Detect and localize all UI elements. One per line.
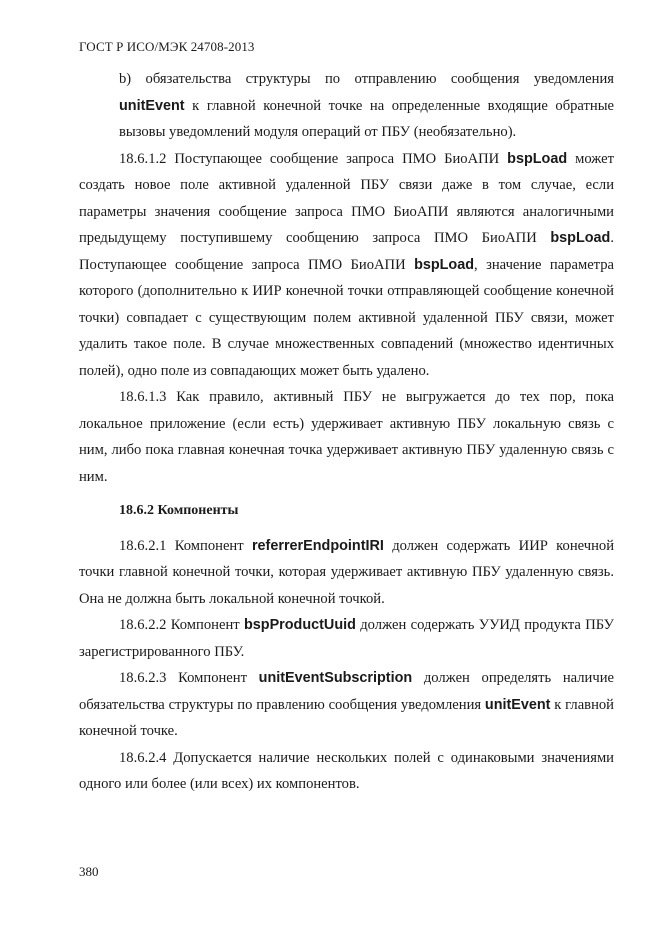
paragraph-18-6-2-3 [79,665,614,745]
code-term: bspLoad [550,230,611,246]
text-run: , значение параметра которого (дополнительно к ИИР конечной точки отправляющей сообщение конечной точки) совпадает с существующим полем активной удаленной ПБУ связи, может удалить такое поле. В случае множественных совпадений (множество идентичных полей), одно поле из совпадающих может быть удалено. [79,256,615,379]
text-run: должен содержать УУИД продукта ПБУ зарегистрированного ПБУ. [79,617,614,660]
code-term: unitEventSubscription [258,670,413,686]
text-run: 18.6.2.3 Компонент [119,670,259,686]
text-run: . Поступающее сообщение запроса ПМО БиоАПИ [79,230,614,273]
section-heading: 18.6.2 Компоненты [119,503,239,518]
text-run: может создать новое поле активной удаленной ПБУ связи даже в том случае, если параметры значения сообщение запроса ПМО БиоАПИ являются аналогичными предыдущему поступившему сообщению запроса ПМО БиоАПИ [79,150,614,246]
paragraph-list-item-b [79,66,614,146]
paragraph-18-6-1-2 [79,146,614,385]
text-run: к главной конечной точке на определенные входящие обратные вызовы уведомлений модуля операций от ПБУ (необязательно). [119,97,614,140]
text-run: 18.6.2.2 Компонент [119,617,244,633]
text-run: должен определять наличие обязательства структуры по правлению сообщения уведомления [79,670,614,713]
paragraph-18-6-2-4 [79,745,614,798]
text-run: 18.6.2.1 Компонент [119,537,252,554]
text-run: 18.6.2.4 Допускается наличие нескольких полей с одинаковыми значениями одного или более (или всех) их компонентов. [79,749,614,792]
code-term: referrerEndpointIRI [251,537,384,554]
text-run: к главной конечной точке. [79,696,614,739]
text-run: b) обязательства структуры по отправлению сообщения уведомления [119,71,614,87]
text-run: 18.6.1.3 Как правило, активный ПБУ не выгружается до тех пор, пока локальное приложение (если есть) удерживает активную ПБУ локальную связь с ним, либо пока главная конечная точка удерживает активную ПБУ удаленную связь с ним. [79,389,614,485]
paragraph-18-6-2-1 [79,533,614,613]
page-number: 380 [79,864,99,879]
running-header: ГОСТ Р ИСО/МЭК 24708-2013 [79,39,255,54]
page-body [79,66,614,798]
paragraph-18-6-2-2 [79,612,614,665]
code-term: unitEvent [119,97,185,114]
paragraph-18-6-1-3 [79,384,614,490]
text-run: должен содержать ИИР конечной точки главной конечной точки, которая удерживает активную ПБУ удаленную связь. Она не должна быть локальной конечной точкой. [79,537,615,607]
code-term: bspLoad [414,256,475,273]
code-term: unitEvent [484,696,551,713]
code-term: bspProductUuid [243,617,356,633]
code-term: bspLoad [507,150,568,167]
text-run: 18.6.1.2 Поступающее сообщение запроса ПМО БиоАПИ [119,150,508,167]
